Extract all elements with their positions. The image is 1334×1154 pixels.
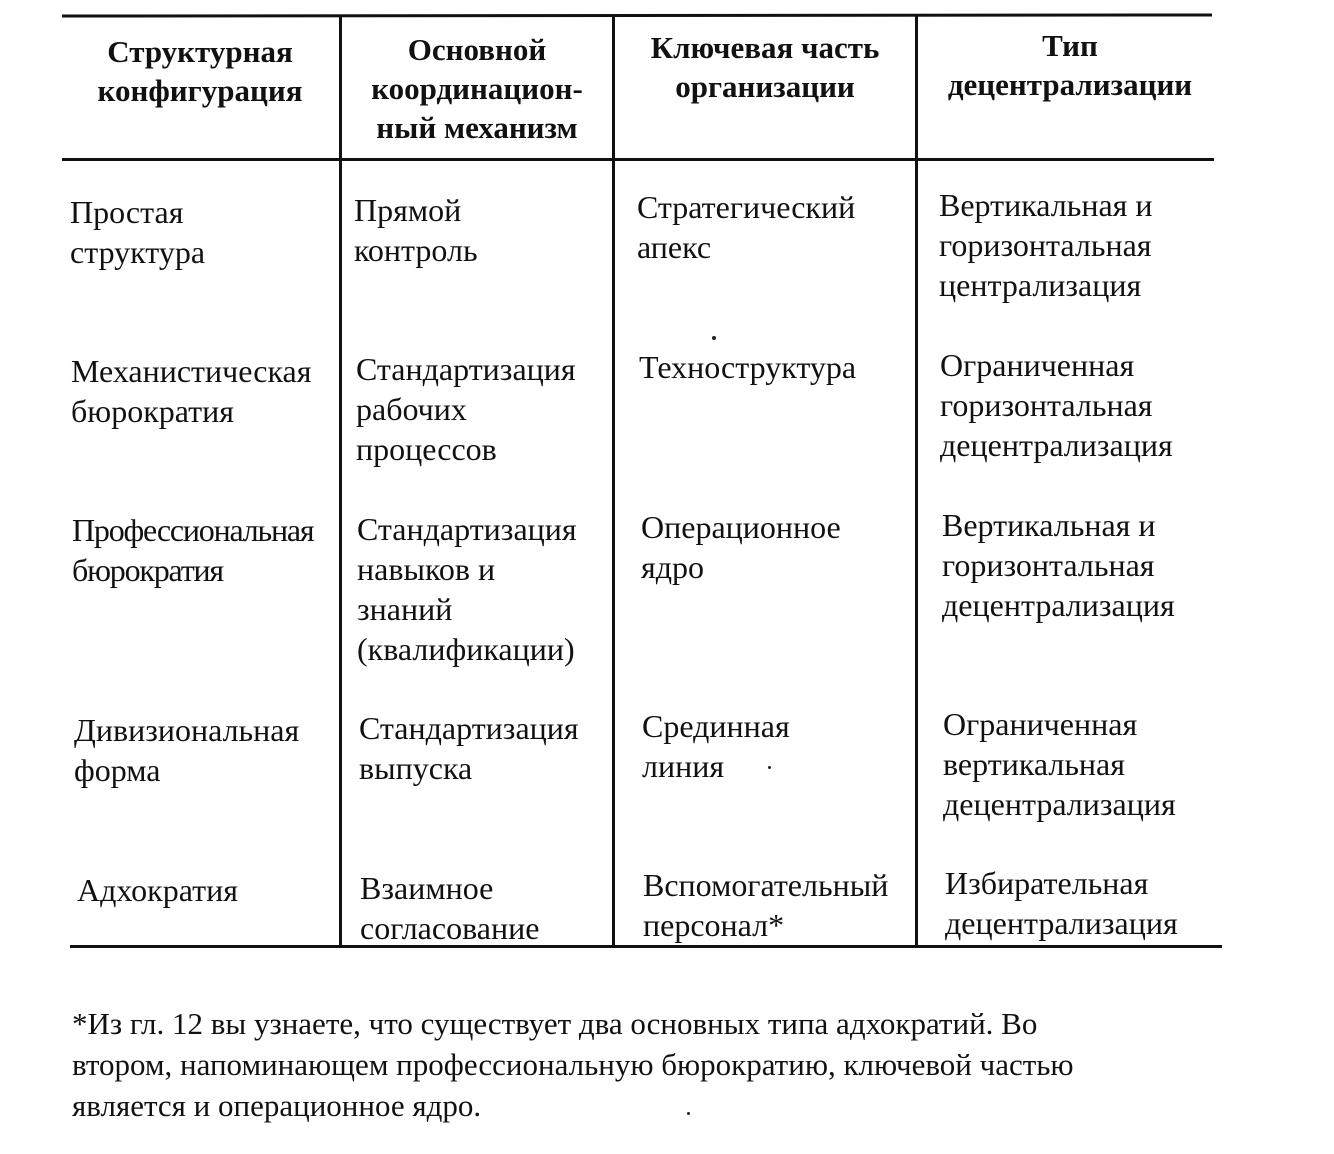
column-divider <box>339 16 342 948</box>
cell-mechanism: Прямой контроль <box>354 192 478 268</box>
cell-decentralization: Избирательная децентрализация <box>945 865 1178 941</box>
scan-speck <box>712 336 716 340</box>
cell-decentralization: Ограниченная горизонтальная децентрализация <box>940 347 1173 463</box>
cell-mechanism: Взаимное согласование <box>360 870 540 946</box>
cell-mechanism: Стандартизация рабочих процессов <box>356 351 576 467</box>
cell-mechanism: Стандартизация навыков и знаний (квалификации) <box>357 511 577 667</box>
cell-key-part: Операционное ядро <box>641 509 841 585</box>
table-bottom-rule <box>70 945 1222 948</box>
header-decentralization: Тип децентрализации <box>947 28 1193 102</box>
table-top-rule <box>62 13 1212 17</box>
cell-configuration: Простая структура <box>70 194 206 270</box>
column-divider <box>915 16 918 948</box>
cell-configuration: Профессиональная бюрократия <box>72 512 314 588</box>
cell-key-part: Срединная линия <box>642 708 790 784</box>
cell-key-part: Техноструктура <box>639 349 857 385</box>
cell-mechanism: Стандартизация выпуска <box>359 710 579 786</box>
header-configuration: Структурная конфигурация <box>97 34 303 108</box>
header-key-part: Ключевая часть организации <box>650 30 880 104</box>
column-divider <box>612 16 615 948</box>
cell-decentralization: Вертикальная и горизонтальная централизация <box>939 187 1153 303</box>
cell-decentralization: Вертикальная и горизонтальная децентрализация <box>942 507 1175 623</box>
footnote: *Из гл. 12 вы узнаете, что существует два основных типа адхократий. Во втором, напоминающем профессиональную бюрократию, ключевой частью является и операционное ядро. <box>72 1006 1074 1123</box>
cell-decentralization: Ограниченная вертикальная децентрализация <box>943 706 1176 822</box>
header-mechanism: Основной координацион- ный механизм <box>371 32 583 145</box>
cell-configuration: Дивизиональная форма <box>74 712 300 788</box>
scan-speck <box>687 1112 690 1115</box>
table-header-rule <box>62 158 1214 161</box>
cell-key-part: Вспомогательный персонал* <box>643 867 889 943</box>
cell-configuration: Адхократия <box>77 872 238 908</box>
cell-configuration: Механистическая бюрократия <box>71 353 312 429</box>
cell-key-part: Стратегический апекс <box>637 189 856 265</box>
scan-speck <box>768 766 771 769</box>
